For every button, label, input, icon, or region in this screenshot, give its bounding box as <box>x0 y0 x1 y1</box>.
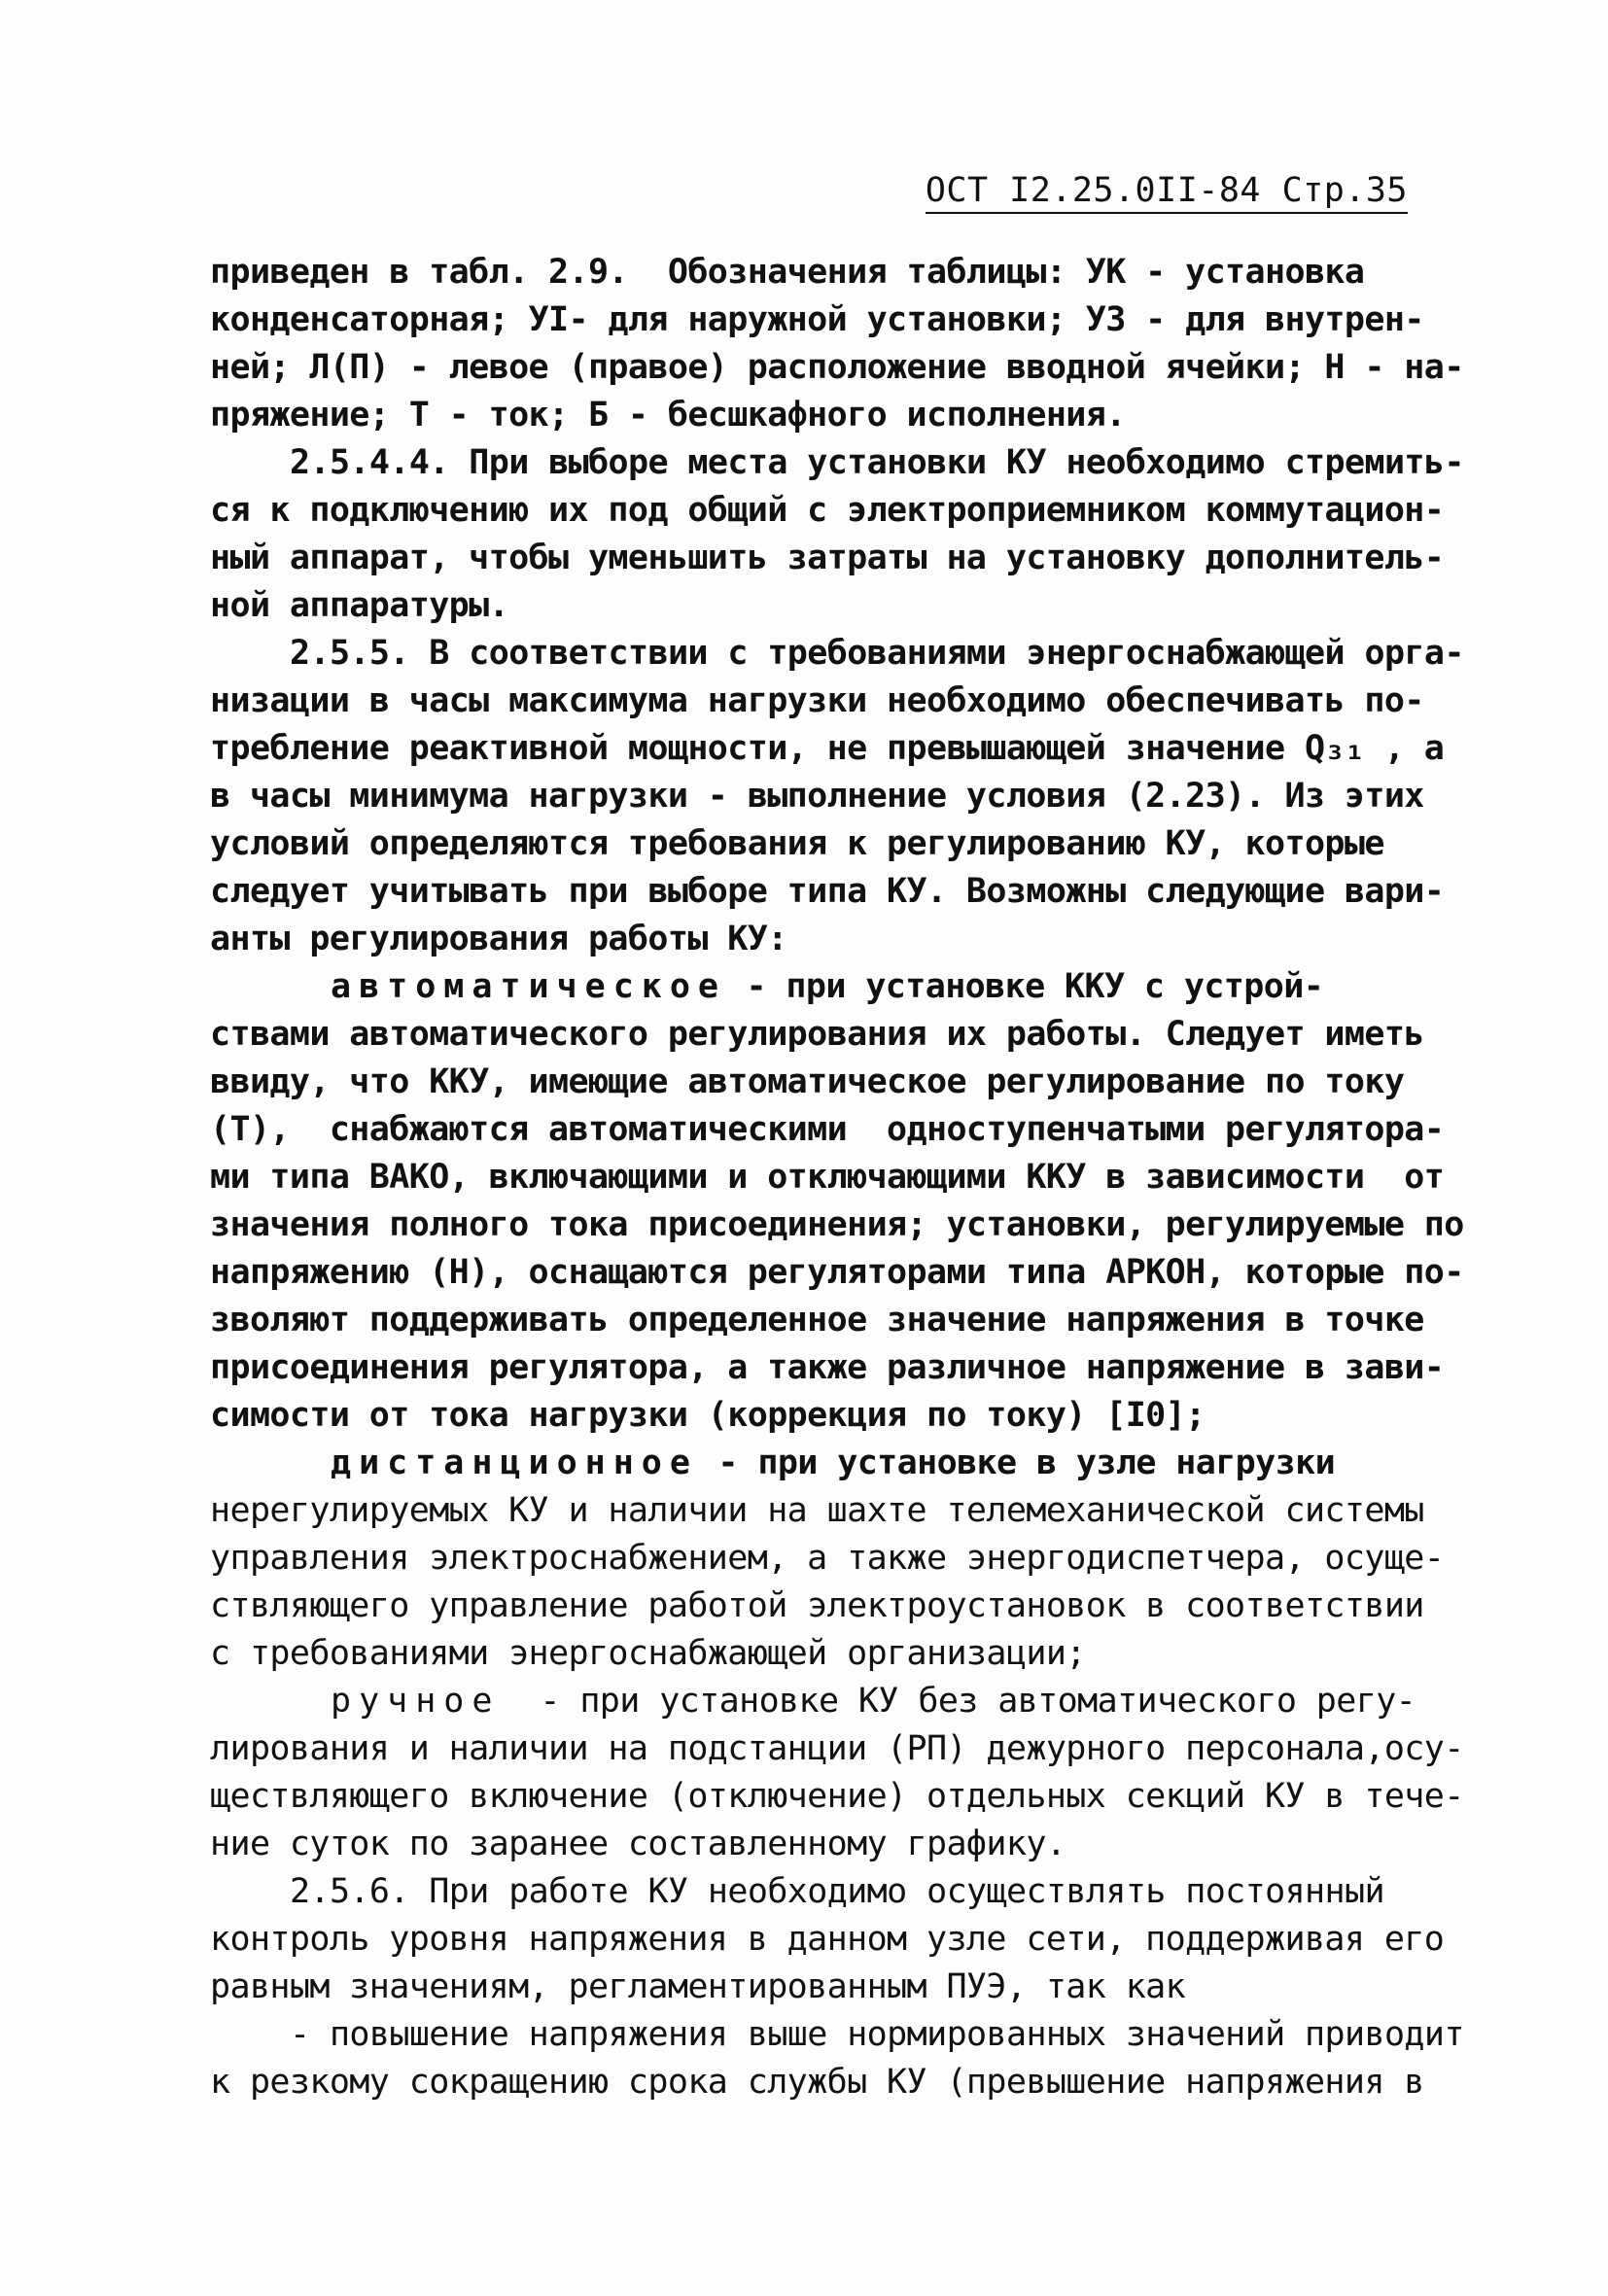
text-line: ществляющего включение (отключение) отдельных секций КУ в тече- <box>210 1777 1464 1816</box>
term-definition: - при установке КУ без автоматического регу- <box>500 1682 1416 1721</box>
text-line: ствами автоматического регулирования их работы. Следует иметь <box>210 1015 1424 1054</box>
text-line: ствляющего управление работой электроустановок в соответствии <box>210 1586 1424 1625</box>
paragraph-start-line: 2.5.5. В соответствии с требованиями энергоснабжающей орга- <box>290 634 1464 673</box>
text-line: напряжению (Н), оснащаются регуляторами типа АРКОН, которые по- <box>210 1253 1464 1292</box>
list-item-line <box>210 1678 1437 1725</box>
paragraph-start-line: 2.5.4.4. При выборе места установки КУ необходимо стремить- <box>290 443 1464 482</box>
text-line: в часы минимума нагрузки - выполнение условия (2.23). Из этих <box>210 777 1424 816</box>
text-line: конденсаторная; УI- для наружной установки; УЗ - для внутрен- <box>210 300 1424 339</box>
document-body <box>210 249 1464 2106</box>
list-item-line <box>210 1440 1437 1487</box>
text-line: требление реактивной мощности, не превышающей значение Q₃₁ , а <box>210 729 1445 768</box>
text-line: приведен в табл. 2.9. Обозначения таблицы: УК - установка <box>210 253 1365 292</box>
term-definition: - при установке в узле нагрузки <box>697 1444 1336 1482</box>
paragraph-start-line: 2.5.6. При работе КУ необходимо осуществлять постоянный <box>290 1872 1384 1911</box>
text-line: следует учитывать при выборе типа КУ. Возможны следующие вари- <box>210 872 1445 911</box>
text-line: ный аппарат, чтобы уменьшить затраты на установку дополнитель- <box>210 539 1445 577</box>
text-line: равным значениям, регламентированным ПУЭ, так как <box>210 1967 1186 2006</box>
term-definition: - при установке ККУ с устрой- <box>726 967 1324 1006</box>
page-header: ОСТ I2.25.0II-84 Стр.35 <box>926 171 1408 214</box>
text-line: (Т), снабжаются автоматическими одноступенчатыми регулятора- <box>210 1110 1445 1149</box>
text-line: условий определяются требования к регулированию КУ, которые <box>210 824 1384 863</box>
text-line: к резкому сокращению срока службы КУ (превышение напряжения в <box>210 2063 1424 2102</box>
text-line: низации в часы максимума нагрузки необходимо обеспечивать по- <box>210 681 1424 720</box>
text-line: пряжение; Т - ток; Б - бесшкафного исполнения. <box>210 396 1126 435</box>
text-line: присоединения регулятора, а также различное напряжение в зави- <box>210 1348 1445 1387</box>
text-line: ся к подключению их под общий с электроприемником коммутацион- <box>210 491 1445 530</box>
text-line: ввиду, что ККУ, имеющие автоматическое регулирование по току <box>210 1062 1405 1101</box>
text-line: симости от тока нагрузки (коррекция по току) [I0]; <box>210 1396 1206 1435</box>
term-manual: ручное <box>331 1682 501 1721</box>
text-line: ней; Л(П) - левое (правое) расположение вводной ячейки; Н - на- <box>210 348 1464 387</box>
text-line: ние суток по заранее составленному графику. <box>210 1825 1066 1863</box>
text-line: анты регулирования работы КУ: <box>210 920 787 958</box>
text-line: с требованиями энергоснабжающей организации; <box>210 1634 1086 1673</box>
term-remote: дистанционное <box>331 1444 698 1482</box>
text-line: ной аппаратуры. <box>210 586 509 625</box>
list-item-line <box>210 963 1437 1011</box>
text-line: лирования и наличии на подстанции (РП) дежурного персонала,осу- <box>210 1729 1464 1768</box>
text-line: управления электроснабжением, а также энергодиспетчера, осуще- <box>210 1539 1445 1578</box>
term-automatic: автоматическое <box>331 967 727 1006</box>
text-line: значения полного тока присоединения; установки, регулируемые по <box>210 1205 1464 1244</box>
text-line: ми типа ВАКО, включающими и отключающими ККУ в зависимости от <box>210 1158 1445 1197</box>
text-line: нерегулируемых КУ и наличии на шахте телемеханической системы <box>210 1491 1424 1530</box>
text-line: контроль уровня напряжения в данном узле сети, поддерживая его <box>210 1920 1445 1959</box>
list-item-line: - повышение напряжения выше нормированных значений приводит <box>290 2015 1464 2054</box>
text-line: зволяют поддерживать определенное значение напряжения в точке <box>210 1301 1424 1339</box>
